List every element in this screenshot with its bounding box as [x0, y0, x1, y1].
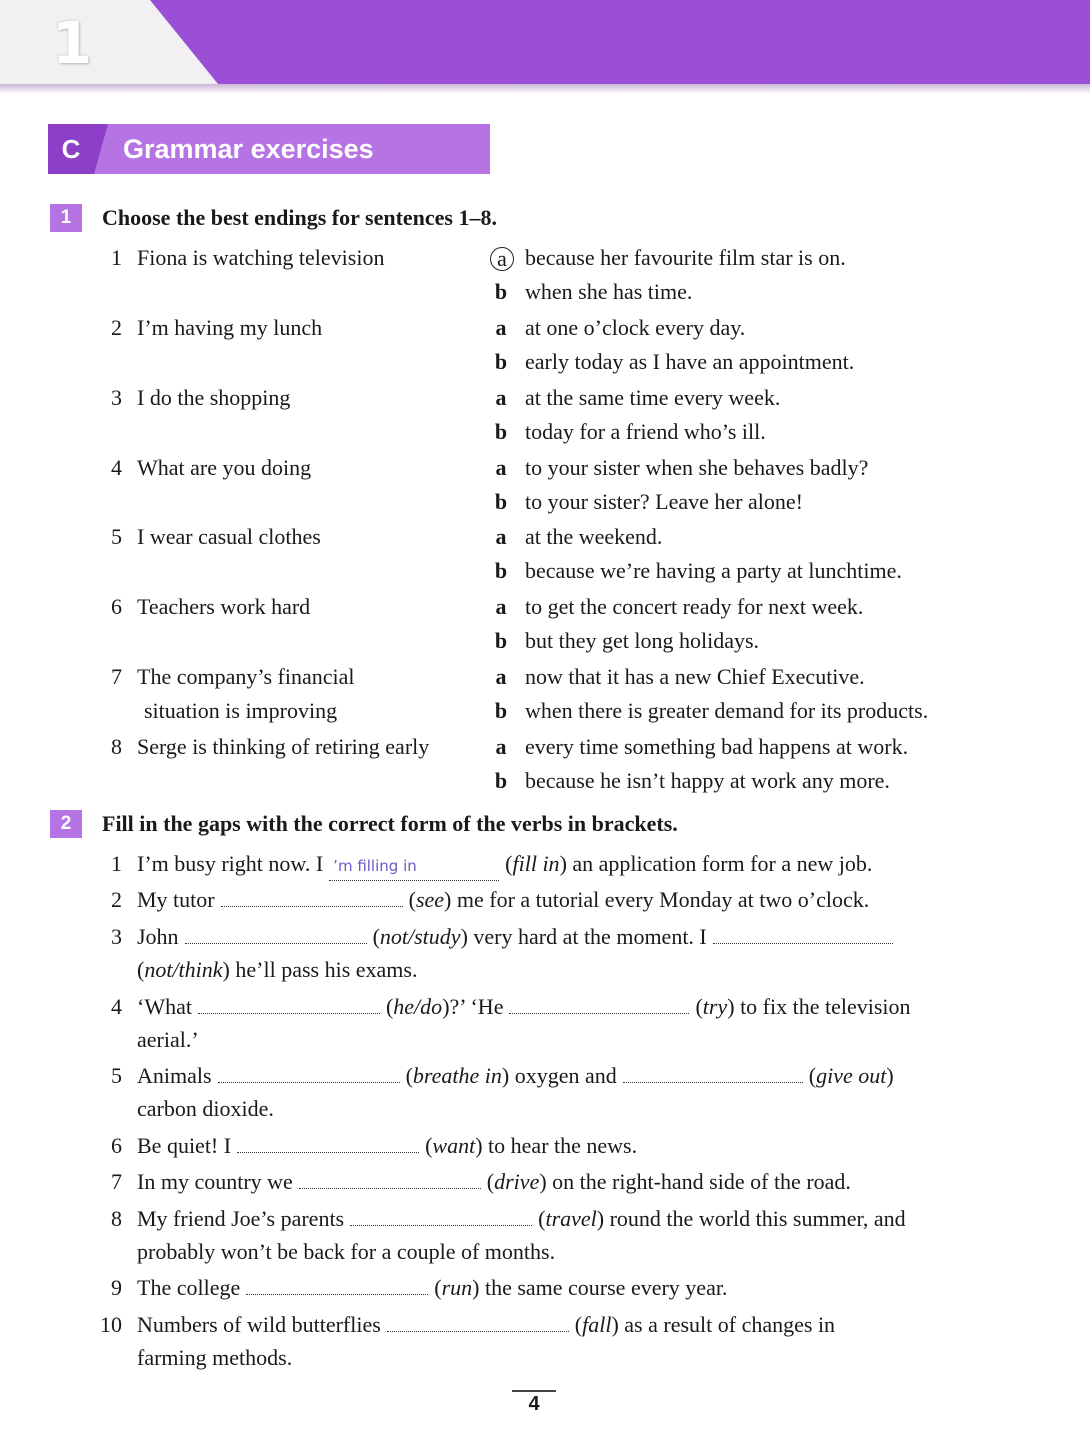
- item-number: 8: [111, 734, 122, 759]
- answer-blank[interactable]: [246, 1276, 428, 1295]
- gap-sentence-8: My friend Joe’s parents (travel) round the world this summer, and: [137, 1206, 906, 1231]
- gap-item-number: 7: [111, 1169, 122, 1194]
- exercise-2-instruction: Fill in the gaps with the correct form of the verbs in brackets.: [102, 811, 678, 836]
- sentence-stem: I’m having my lunch: [137, 315, 323, 340]
- item-number: 3: [111, 385, 122, 410]
- gap-sentence-10-cont: farming methods.: [137, 1345, 293, 1370]
- answer-blank[interactable]: [218, 1064, 400, 1083]
- gap-item-number: 2: [111, 887, 122, 912]
- banner-shadow: [0, 84, 1090, 94]
- option-a-text: to get the concert ready for next week.: [525, 594, 864, 619]
- answer-blank[interactable]: [185, 925, 367, 944]
- sentence-stem: Serge is thinking of retiring early: [137, 734, 430, 759]
- exercise-2-badge: 2: [50, 810, 82, 838]
- option-label-b[interactable]: b: [494, 768, 508, 793]
- gap-sentence-10: Numbers of wild butterflies (fall) as a result of changes in: [137, 1312, 836, 1337]
- option-b-text: but they get long holidays.: [525, 628, 760, 653]
- option-b-text: to your sister? Leave her alone!: [525, 489, 803, 514]
- sentence-stem: I wear casual clothes: [137, 524, 321, 549]
- option-label-b[interactable]: b: [494, 279, 508, 304]
- option-b-text: today for a friend who’s ill.: [525, 419, 766, 444]
- item-number: 4: [111, 455, 122, 480]
- answer-blank[interactable]: [198, 995, 380, 1014]
- option-label-a[interactable]: a: [495, 385, 507, 410]
- option-label-b[interactable]: b: [494, 698, 508, 723]
- answer-blank[interactable]: [350, 1207, 532, 1226]
- gap-item-number: 1: [111, 851, 122, 876]
- option-a-text: now that it has a new Chief Executive.: [525, 664, 865, 689]
- item-number: 6: [111, 594, 122, 619]
- item-number: 2: [111, 315, 122, 340]
- gap-sentence-4: ‘What (he/do)?’ ‘He (try) to fix the television: [137, 994, 911, 1019]
- option-label-a[interactable]: a: [495, 315, 507, 340]
- sentence-stem: situation is improving: [144, 698, 338, 723]
- option-label-b[interactable]: b: [494, 558, 508, 583]
- gap-sentence-5-cont: carbon dioxide.: [137, 1096, 274, 1121]
- section-title: Grammar exercises: [123, 134, 374, 164]
- option-a-text: at the same time every week.: [525, 385, 781, 410]
- page-number: 4: [528, 1393, 540, 1415]
- option-a-text: because her favourite film star is on.: [525, 245, 846, 270]
- answer-blank[interactable]: [387, 1313, 569, 1332]
- sentence-stem: Teachers work hard: [137, 594, 311, 619]
- gap-item-number: 9: [111, 1275, 122, 1300]
- gap-sentence-2: My tutor (see) me for a tutorial every Monday at two o’clock.: [137, 887, 870, 912]
- option-label-a[interactable]: a: [495, 664, 507, 689]
- page-number-rule: [512, 1390, 556, 1392]
- option-label-a[interactable]: a: [495, 455, 507, 480]
- gap-sentence-8-cont: probably won’t be back for a couple of months.: [137, 1239, 556, 1264]
- option-label-b[interactable]: b: [494, 489, 508, 514]
- gap-item-number: 10: [100, 1312, 122, 1337]
- gap-sentence-9: The college (run) the same course every year.: [137, 1275, 728, 1300]
- answer-blank[interactable]: [221, 888, 403, 907]
- answer-blank-filled[interactable]: ’m filling in: [329, 852, 499, 881]
- gap-item-number: 8: [111, 1206, 122, 1231]
- item-number: 1: [111, 245, 122, 270]
- gap-item-number: 5: [111, 1063, 122, 1088]
- option-b-text: early today as I have an appointment.: [525, 349, 855, 374]
- answer-blank[interactable]: [623, 1064, 803, 1083]
- answer-blank[interactable]: [509, 995, 689, 1014]
- answer-blank[interactable]: [299, 1170, 481, 1189]
- item-number: 7: [111, 664, 122, 689]
- section-letter: C: [61, 134, 81, 164]
- option-b-text: when there is greater demand for its products.: [525, 698, 929, 723]
- gap-item-number: 4: [111, 994, 122, 1019]
- gap-sentence-5: Animals (breathe in) oxygen and (give out): [137, 1063, 894, 1088]
- sentence-stem: Fiona is watching television: [137, 245, 385, 270]
- option-a-text: at the weekend.: [525, 524, 663, 549]
- answer-blank[interactable]: [237, 1134, 419, 1153]
- option-a-text: every time something bad happens at work.: [525, 734, 909, 759]
- option-label-b[interactable]: b: [494, 628, 508, 653]
- option-b-text: when she has time.: [525, 279, 693, 304]
- option-label-a[interactable]: a: [495, 594, 507, 619]
- option-b-text: because he isn’t happy at work any more.: [525, 768, 890, 793]
- gap-sentence-1: I’m busy right now. I ’m filling in (fill in) an application form for a new job.: [137, 850, 872, 881]
- option-b-text: because we’re having a party at lunchtime.: [525, 558, 902, 583]
- gap-sentence-3: John (not/study) very hard at the moment. I: [137, 923, 899, 951]
- sentence-stem: I do the shopping: [137, 385, 291, 410]
- gap-sentence-4-cont: aerial.’: [137, 1027, 199, 1052]
- gap-sentence-6: Be quiet! I (want) to hear the news.: [137, 1133, 638, 1158]
- answer-blank[interactable]: [713, 925, 893, 944]
- gap-sentence-7: In my country we (drive) on the right-hand side of the road.: [137, 1169, 851, 1194]
- option-a-text: at one o’clock every day.: [525, 315, 746, 340]
- option-label-a[interactable]: a: [490, 247, 514, 271]
- option-label-b[interactable]: b: [494, 419, 508, 444]
- exercise-1-badge: 1: [50, 204, 82, 232]
- gap-sentence-3-cont: (not/think) he’ll pass his exams.: [137, 957, 418, 982]
- option-label-a[interactable]: a: [495, 734, 507, 759]
- gap-item-number: 3: [111, 924, 122, 949]
- sentence-stem: What are you doing: [137, 455, 312, 480]
- sentence-stem: The company’s financial: [137, 664, 355, 689]
- item-number: 5: [111, 524, 122, 549]
- exercise-1-instruction: Choose the best endings for sentences 1–8.: [102, 205, 497, 230]
- option-a-text: to your sister when she behaves badly?: [525, 455, 869, 480]
- option-label-a[interactable]: a: [495, 524, 507, 549]
- unit-number: 1: [51, 9, 93, 77]
- option-label-b[interactable]: b: [494, 349, 508, 374]
- gap-item-number: 6: [111, 1133, 122, 1158]
